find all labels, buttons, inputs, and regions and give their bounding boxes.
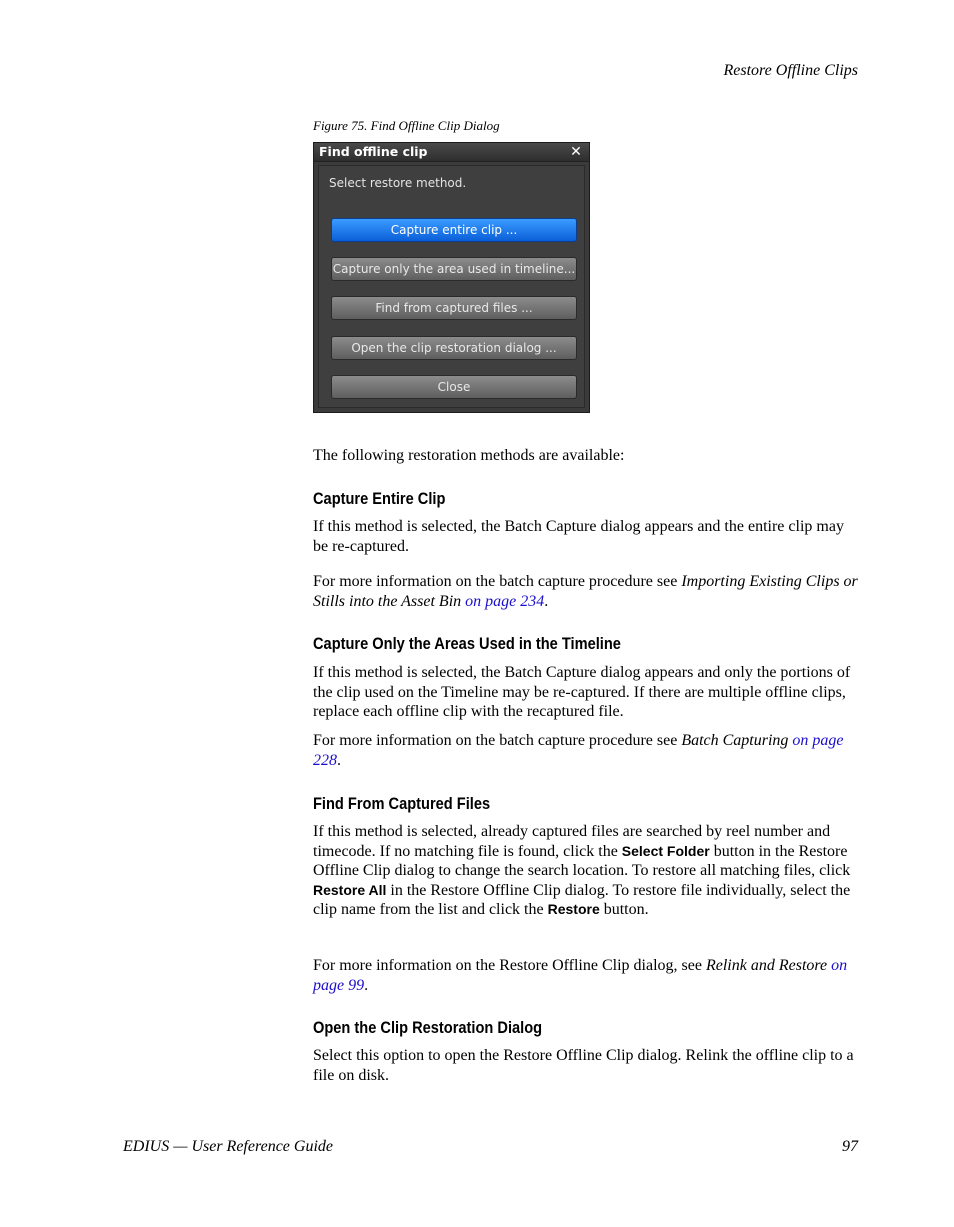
- dialog-title: Find offline clip: [319, 144, 428, 159]
- open-restoration-p1: Select this option to open the Restore Offline Clip dialog. Relink the offline clip to a file on disk.: [313, 1047, 854, 1084]
- text: .: [364, 976, 369, 994]
- dialog-prompt: Select restore method.: [329, 176, 467, 190]
- cross-reference-title: Relink and Restore: [705, 957, 828, 974]
- text: in the Restore Offline Clip dialog. To restore file individually, select the clip name from the list and click the: [313, 881, 851, 919]
- footer-page-number: 97: [842, 1138, 858, 1155]
- find-captured-p2: [313, 956, 858, 995]
- close-button[interactable]: Close: [331, 375, 577, 399]
- text: .: [544, 592, 549, 610]
- text: .: [337, 751, 341, 769]
- dialog-title-bar: [314, 143, 589, 162]
- ui-term-restore-all: Restore All: [313, 881, 387, 898]
- figure-caption: Figure 75. Find Offline Clip Dialog: [313, 118, 500, 133]
- heading-find-captured-files: Find From Captured Files: [313, 794, 491, 813]
- capture-entire-clip-button[interactable]: Capture entire clip ...: [331, 218, 577, 242]
- page-link-228[interactable]: on page 228: [313, 732, 844, 769]
- intro-paragraph: The following restoration methods are available:: [313, 447, 625, 464]
- ui-term-select-folder: Select Folder: [621, 842, 710, 859]
- cross-reference-title: Importing Existing Clips or Stills into the Asset Bin: [313, 573, 858, 610]
- find-captured-p1: [313, 822, 858, 920]
- page-link-99[interactable]: on page 99: [313, 957, 848, 994]
- capture-entire-p2: [313, 572, 858, 611]
- heading-open-restoration-dialog: Open the Clip Restoration Dialog: [313, 1018, 543, 1037]
- find-offline-clip-dialog: [313, 142, 590, 413]
- heading-capture-only-areas: Capture Only the Areas Used in the Timeline: [313, 634, 621, 653]
- open-restoration-dialog-button[interactable]: Open the clip restoration dialog ...: [331, 336, 577, 360]
- text: button.: [599, 901, 649, 919]
- capture-only-p1: If this method is selected, the Batch Capture dialog appears and only the portions of the clip used on the Timeline may be re-captured. If there are multiple offline clips, replace each offline clip with the recaptured file.: [313, 664, 851, 721]
- text: button in the Restore Offline Clip dialog to change the search location. To restore all matching files, click: [313, 842, 851, 880]
- find-captured-files-button[interactable]: Find from captured files ...: [331, 296, 577, 320]
- dialog-body: [318, 165, 585, 408]
- text: For more information on the batch capture procedure see: [313, 732, 682, 749]
- capture-area-used-button[interactable]: Capture only the area used in timeline...: [331, 257, 577, 281]
- running-head: Restore Offline Clips: [723, 62, 858, 79]
- page-link-234[interactable]: on page 234: [465, 592, 545, 610]
- close-icon[interactable]: ✕: [570, 144, 582, 160]
- ui-term-restore: Restore: [547, 901, 600, 918]
- capture-only-p2: [313, 731, 858, 770]
- heading-capture-entire-clip: Capture Entire Clip: [313, 489, 446, 508]
- text: If this method is selected, already captured files are searched by reel number and timecode. If no matching file is found, click the: [313, 823, 831, 860]
- capture-entire-p1: If this method is selected, the Batch Capture dialog appears and the entire clip may be re-captured.: [313, 518, 844, 555]
- text: For more information on the batch capture procedure see: [313, 573, 682, 590]
- text: For more information on the Restore Offline Clip dialog, see: [313, 957, 706, 974]
- cross-reference-title: Batch Capturing: [681, 732, 789, 749]
- footer-guide-title: EDIUS — User Reference Guide: [123, 1138, 334, 1155]
